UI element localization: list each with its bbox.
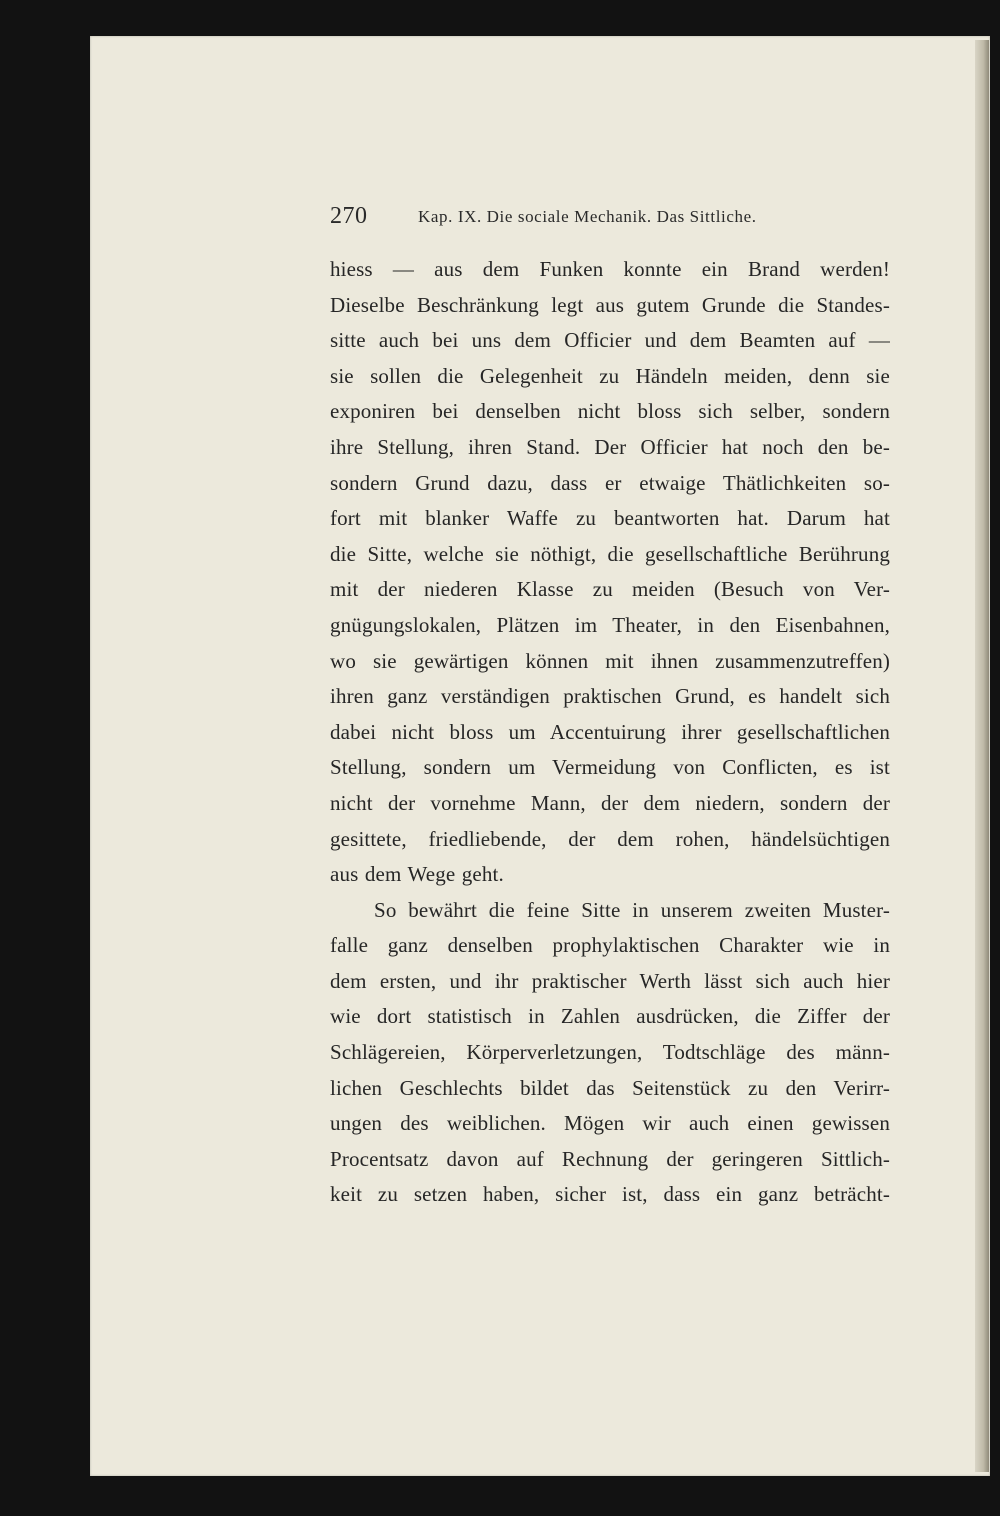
running-head bbox=[330, 203, 890, 233]
body-text bbox=[330, 252, 890, 1213]
text-line: sitte auch bei uns dem Officier und dem Beamten auf — bbox=[330, 328, 890, 353]
text-line: keit zu setzen haben, sicher ist, dass ein ganz beträcht- bbox=[330, 1182, 890, 1207]
text-line: wie dort statistisch in Zahlen ausdrücken, die Ziffer der bbox=[330, 1004, 890, 1029]
text-line: Dieselbe Beschränkung legt aus gutem Grunde die Standes- bbox=[330, 292, 890, 317]
text-line: hiess — aus dem Funken konnte ein Brand werden! bbox=[330, 257, 890, 281]
text-line: gesittete, friedliebende, der dem rohen, händelsüchtigen bbox=[330, 826, 890, 851]
text-line: mit der niederen Klasse zu meiden (Besuch von Ver- bbox=[330, 577, 890, 602]
text-line: dabei nicht bloss um Accentuirung ihrer gesellschaftlichen bbox=[330, 719, 890, 744]
chapter-title: Kap. IX. Die sociale Mechanik. Das Sittliche. bbox=[418, 207, 757, 226]
text-line: So bewährt die feine Sitte in unserem zweiten Muster- bbox=[374, 897, 890, 922]
text-line: Procentsatz davon auf Rechnung der geringeren Sittlich- bbox=[330, 1146, 890, 1171]
text-line: ihre Stellung, ihren Stand. Der Officier hat noch den be- bbox=[330, 434, 890, 459]
text-line: dem ersten, und ihr praktischer Werth lässt sich auch hier bbox=[330, 968, 890, 993]
text-line: gnügungslokalen, Plätzen im Theater, in den Eisenbahnen, bbox=[330, 612, 890, 637]
text-line: Schlägereien, Körperverletzungen, Todtschläge des männ- bbox=[330, 1040, 890, 1065]
text-line: ihren ganz verständigen praktischen Grund, es handelt sich bbox=[330, 684, 890, 709]
text-line: fort mit blanker Waffe zu beantworten hat. Darum hat bbox=[330, 506, 890, 531]
text-line: exponiren bei denselben nicht bloss sich selber, sondern bbox=[330, 399, 890, 424]
text-line: Stellung, sondern um Vermeidung von Conflicten, es ist bbox=[330, 755, 890, 780]
text-line: ungen des weiblichen. Mögen wir auch einen gewissen bbox=[330, 1111, 890, 1136]
text-line: falle ganz denselben prophylaktischen Charakter wie in bbox=[330, 933, 890, 958]
text-line: nicht der vornehme Mann, der dem niedern, sondern der bbox=[330, 790, 890, 815]
text-line: aus dem Wege geht. bbox=[330, 862, 504, 887]
text-line: sie sollen die Gelegenheit zu Händeln meiden, denn sie bbox=[330, 363, 890, 388]
page-edge bbox=[975, 40, 989, 1472]
text-line: die Sitte, welche sie nöthigt, die gesellschaftliche Berührung bbox=[330, 541, 890, 566]
text-line: wo sie gewärtigen können mit ihnen zusammenzutreffen) bbox=[330, 648, 890, 673]
page-number: 270 bbox=[330, 203, 368, 229]
text-line: lichen Geschlechts bildet das Seitenstück zu den Verirr- bbox=[330, 1075, 890, 1100]
text-line: sondern Grund dazu, dass er etwaige Thätlichkeiten so- bbox=[330, 470, 890, 495]
